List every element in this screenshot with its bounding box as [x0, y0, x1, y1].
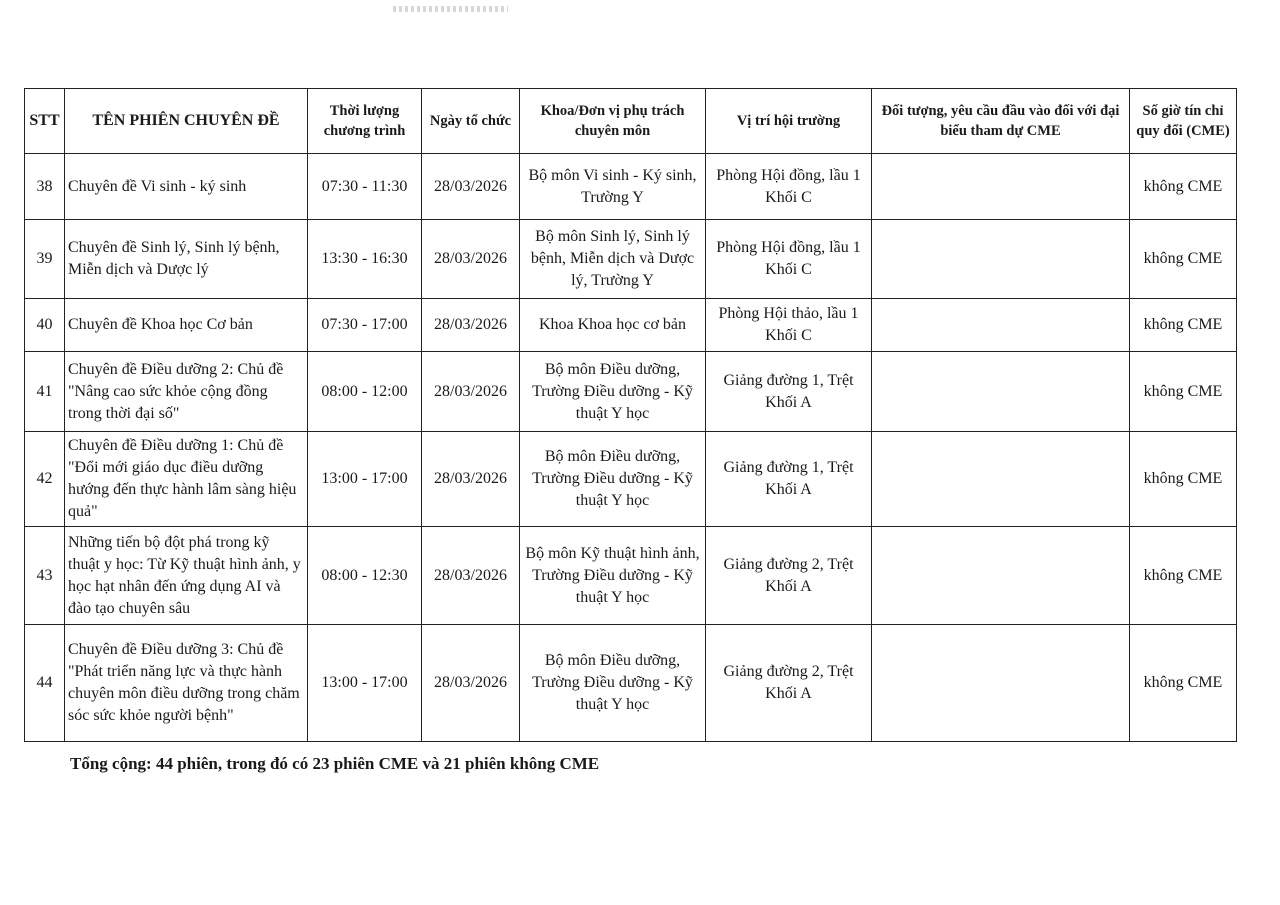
table-row [25, 432, 1237, 527]
cell-department: Bộ môn Kỹ thuật hình ảnh, Trường Điều dưỡng - Kỹ thuật Y học [520, 527, 706, 625]
cell-location: Giảng đường 2, Trệt Khối A [706, 527, 872, 625]
summary-total: Tổng cộng: 44 phiên, trong đó có 23 phiên CME và 21 phiên không CME [70, 754, 600, 773]
cell-date: 28/03/2026 [422, 299, 520, 352]
cell-location: Giảng đường 1, Trệt Khối A [706, 352, 872, 432]
scan-artifact [393, 6, 508, 12]
table-row [25, 220, 1237, 299]
cell-duration: 08:00 - 12:00 [308, 352, 422, 432]
cell-location: Phòng Hội thảo, lầu 1 Khối C [706, 299, 872, 352]
session-schedule-table [24, 88, 1237, 742]
cell-department: Bộ môn Vi sinh - Ký sinh, Trường Y [520, 154, 706, 220]
cell-duration: 13:00 - 17:00 [308, 432, 422, 527]
cell-duration: 13:30 - 16:30 [308, 220, 422, 299]
cell-audience [872, 154, 1130, 220]
cell-cme: không CME [1130, 527, 1237, 625]
cell-cme: không CME [1130, 432, 1237, 527]
cell-session-name: Chuyên đề Vi sinh - ký sinh [65, 154, 308, 220]
cell-audience [872, 432, 1130, 527]
cell-session-name: Chuyên đề Điều dưỡng 2: Chủ đề "Nâng cao sức khỏe cộng đồng trong thời đại số" [65, 352, 308, 432]
table-row [25, 154, 1237, 220]
cell-date: 28/03/2026 [422, 154, 520, 220]
cell-department: Bộ môn Điều dưỡng, Trường Điều dưỡng - Kỹ thuật Y học [520, 352, 706, 432]
cell-cme: không CME [1130, 352, 1237, 432]
cell-session-name: Chuyên đề Điều dưỡng 1: Chủ đề "Đổi mới giáo dục điều dưỡng hướng đến thực hành lâm sàng hiệu quả" [65, 432, 308, 527]
cell-cme: không CME [1130, 299, 1237, 352]
table-header [25, 89, 1237, 154]
table-row [25, 527, 1237, 625]
cell-department: Khoa Khoa học cơ bản [520, 299, 706, 352]
cell-audience [872, 299, 1130, 352]
cell-session-name: Chuyên đề Khoa học Cơ bản [65, 299, 308, 352]
cell-stt: 42 [25, 432, 65, 527]
cell-duration: 07:30 - 11:30 [308, 154, 422, 220]
header-location: Vị trí hội trường [706, 89, 872, 154]
cell-location: Giảng đường 1, Trệt Khối A [706, 432, 872, 527]
table-body [25, 154, 1237, 742]
cell-location: Phòng Hội đồng, lầu 1 Khối C [706, 220, 872, 299]
cell-audience [872, 220, 1130, 299]
header-session-name: TÊN PHIÊN CHUYÊN ĐỀ [65, 89, 308, 154]
header-audience: Đối tượng, yêu cầu đầu vào đối với đại biểu tham dự CME [872, 89, 1130, 154]
cell-session-name: Chuyên đề Điều dưỡng 3: Chủ đề "Phát triển năng lực và thực hành chuyên môn điều dưỡng trong chăm sóc sức khỏe người bệnh" [65, 625, 308, 742]
cell-audience [872, 352, 1130, 432]
cell-duration: 07:30 - 17:00 [308, 299, 422, 352]
table-row [25, 352, 1237, 432]
cell-stt: 44 [25, 625, 65, 742]
cell-stt: 41 [25, 352, 65, 432]
header-department: Khoa/Đơn vị phụ trách chuyên môn [520, 89, 706, 154]
cell-location: Phòng Hội đồng, lầu 1 Khối C [706, 154, 872, 220]
cell-cme: không CME [1130, 625, 1237, 742]
cell-date: 28/03/2026 [422, 352, 520, 432]
cell-audience [872, 527, 1130, 625]
cell-stt: 39 [25, 220, 65, 299]
cell-cme: không CME [1130, 154, 1237, 220]
cell-stt: 40 [25, 299, 65, 352]
cell-session-name: Chuyên đề Sinh lý, Sinh lý bệnh, Miễn dịch và Dược lý [65, 220, 308, 299]
header-date: Ngày tổ chức [422, 89, 520, 154]
cell-audience [872, 625, 1130, 742]
cell-session-name: Những tiến bộ đột phá trong kỹ thuật y học: Từ Kỹ thuật hình ảnh, y học hạt nhân đến ứng dụng AI và đào tạo chuyên sâu [65, 527, 308, 625]
cell-duration: 08:00 - 12:30 [308, 527, 422, 625]
cell-date: 28/03/2026 [422, 625, 520, 742]
cell-stt: 43 [25, 527, 65, 625]
header-row [25, 89, 1237, 154]
table-row [25, 625, 1237, 742]
cell-stt: 38 [25, 154, 65, 220]
cell-department: Bộ môn Điều dưỡng, Trường Điều dưỡng - Kỹ thuật Y học [520, 432, 706, 527]
cell-cme: không CME [1130, 220, 1237, 299]
cell-department: Bộ môn Điều dưỡng, Trường Điều dưỡng - Kỹ thuật Y học [520, 625, 706, 742]
header-cme-credits: Số giờ tín chỉ quy đổi (CME) [1130, 89, 1237, 154]
cell-date: 28/03/2026 [422, 220, 520, 299]
cell-department: Bộ môn Sinh lý, Sinh lý bệnh, Miễn dịch và Dược lý, Trường Y [520, 220, 706, 299]
table-row [25, 299, 1237, 352]
cell-duration: 13:00 - 17:00 [308, 625, 422, 742]
cell-location: Giảng đường 2, Trệt Khối A [706, 625, 872, 742]
cell-date: 28/03/2026 [422, 527, 520, 625]
header-duration: Thời lượng chương trình [308, 89, 422, 154]
header-stt: STT [25, 89, 65, 154]
cell-date: 28/03/2026 [422, 432, 520, 527]
